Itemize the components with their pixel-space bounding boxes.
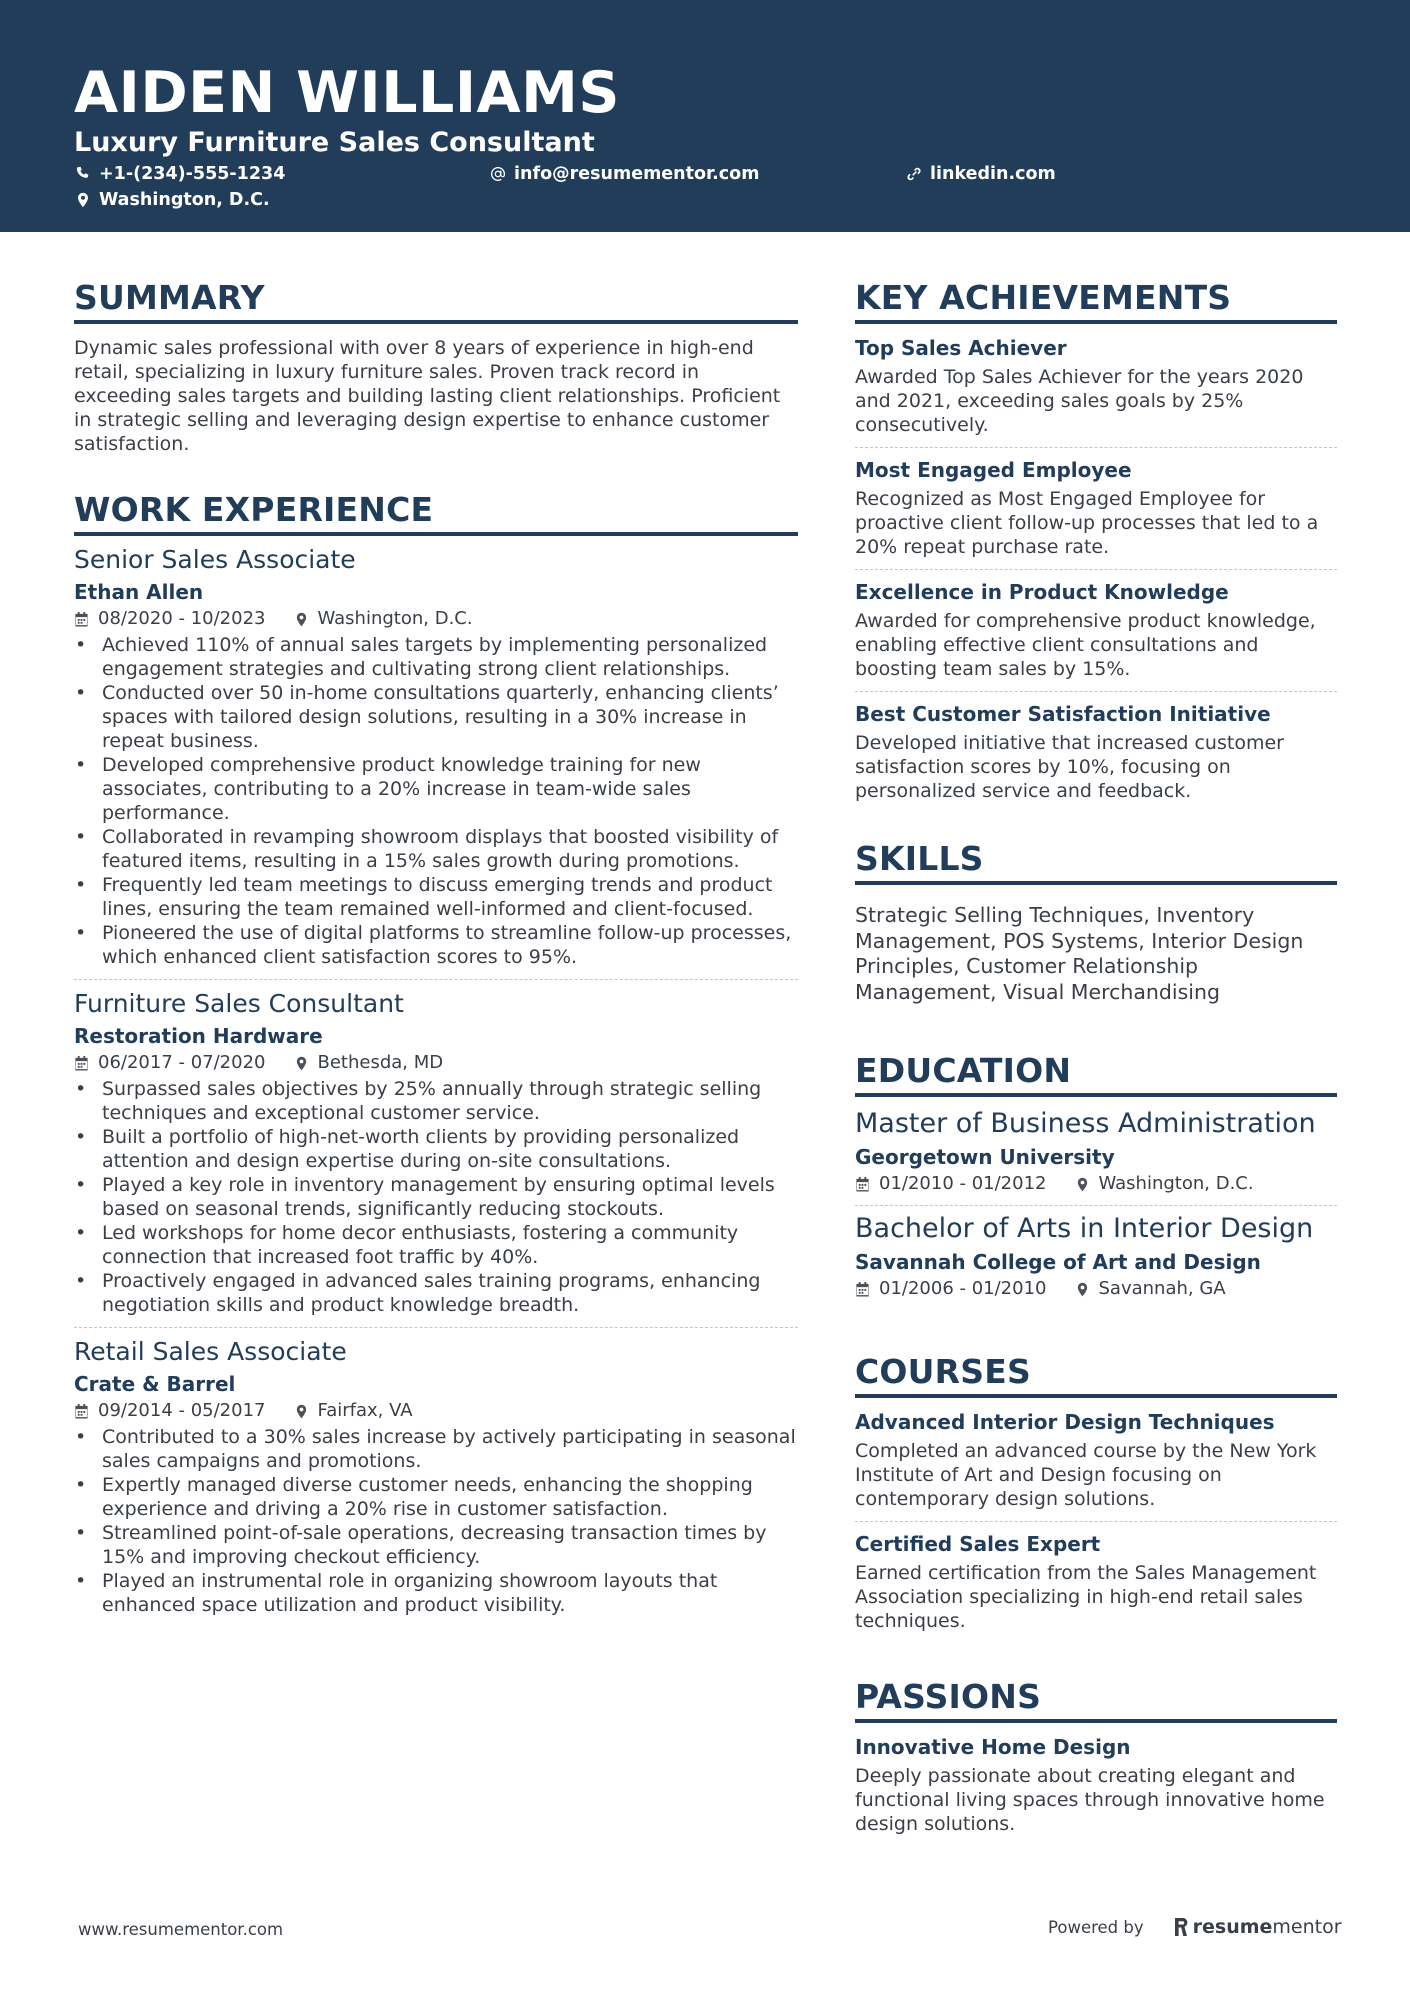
- achievement-desc: Developed initiative that increased customer satisfaction scores by 10%, focusing on personalized service and feedback.: [855, 732, 1284, 802]
- contact-linkedin: [906, 162, 1056, 186]
- key-achievements-heading: KEY ACHIEVEMENTS: [855, 278, 1337, 324]
- education-list: [855, 1101, 1337, 1310]
- passion-desc: Deeply passionate about creating elegant and functional living spaces through innovative home design solutions.: [855, 1765, 1325, 1835]
- phone-icon: [75, 166, 91, 182]
- candidate-name: AIDEN WILLIAMS: [74, 60, 620, 126]
- achievement-desc: Recognized as Most Engaged Employee for proactive client follow-up processes that led to a 20% repeat purchase rate.: [855, 488, 1319, 558]
- courses-list: [855, 1400, 1337, 1643]
- bullet-item: • Played a key role in inventory management by ensuring optimal levels based on seasonal trends, significantly reducing stockouts.: [74, 1173, 798, 1221]
- bullet-item: • Built a portfolio of high-net-worth clients by providing personalized attention and design expertise during on-site consultations.: [74, 1125, 798, 1173]
- school-name: Savannah College of Art and Design: [855, 1250, 1261, 1274]
- calendar-icon: [855, 1177, 870, 1192]
- calendar-icon: [855, 1282, 870, 1297]
- bullet-item: • Contributed to a 30% sales increase by actively participating in seasonal sales campaigns and promotions.: [74, 1425, 798, 1473]
- location-pin-icon: [294, 1056, 309, 1071]
- achievement-desc: Awarded for comprehensive product knowledge, enabling effective client consultations and boosting team sales by 15%.: [855, 610, 1316, 680]
- courses-heading: COURSES: [855, 1352, 1337, 1398]
- resumementor-logo-icon: [1174, 1917, 1188, 1937]
- school-name: Georgetown University: [855, 1145, 1115, 1169]
- education-dates: 01/2006 - 01/2010: [879, 1278, 1047, 1299]
- education-item: [855, 1101, 1337, 1205]
- footer-branding: [1048, 1916, 1342, 1938]
- course-title: Certified Sales Expert: [855, 1532, 1101, 1556]
- link-icon: [906, 166, 922, 182]
- work-experience-heading: WORK EXPERIENCE: [74, 490, 798, 536]
- education-meta: [855, 1276, 1337, 1302]
- bullet-item: • Achieved 110% of annual sales targets by implementing personalized engagement strategies and cultivating strong client relationships.: [74, 633, 798, 681]
- location-pin-icon: [1075, 1177, 1090, 1192]
- calendar-icon: [74, 1404, 89, 1419]
- job-location-text: Bethesda, MD: [317, 1052, 444, 1073]
- course-title: Advanced Interior Design Techniques: [855, 1410, 1275, 1434]
- passions-list: [855, 1725, 1337, 1846]
- brand-logo[interactable]: [1174, 1916, 1342, 1938]
- education-meta: [855, 1171, 1337, 1197]
- bullet-item: • Streamlined point-of-sale operations, decreasing transaction times by 15% and improving checkout efficiency.: [74, 1521, 798, 1569]
- left-column: [74, 278, 798, 1627]
- job-location-text: Fairfax, VA: [317, 1400, 413, 1421]
- contact-location: [75, 188, 270, 212]
- company-name: Restoration Hardware: [74, 1024, 323, 1048]
- summary-heading: SUMMARY: [74, 278, 798, 324]
- achievement-item: [855, 326, 1337, 447]
- location-pin-icon: [75, 192, 91, 208]
- location-pin-icon: [294, 1404, 309, 1419]
- job-title: Retail Sales Associate: [74, 1337, 347, 1366]
- bullet-item: • Collaborated in revamping showroom displays that boosted visibility of featured items, resulting in a 15% sales growth during promotions.: [74, 825, 798, 873]
- job-dates: 09/2014 - 05/2017: [98, 1400, 266, 1421]
- job-title: Senior Sales Associate: [74, 545, 356, 574]
- bullet-item: • Proactively engaged in advanced sales training programs, enhancing negotiation skills and product knowledge breadth.: [74, 1269, 798, 1317]
- education-item: [855, 1205, 1337, 1310]
- education-location-text: Washington, D.C.: [1098, 1173, 1254, 1194]
- job-location: [294, 1398, 413, 1424]
- achievement-item: [855, 447, 1337, 569]
- job-bullets: [74, 1425, 798, 1617]
- brand-part-2: mentor: [1272, 1916, 1342, 1938]
- phone-text: +1-(234)-555-1234: [99, 164, 286, 184]
- passions-heading: PASSIONS: [855, 1677, 1337, 1723]
- job-title: Furniture Sales Consultant: [74, 989, 404, 1018]
- footer-website[interactable]: www.resumementor.com: [78, 1920, 284, 1939]
- achievement-desc: Awarded Top Sales Achiever for the years 2020 and 2021, exceeding sales goals by 25% consecutively.: [855, 366, 1304, 436]
- company-name: Crate & Barrel: [74, 1372, 236, 1396]
- contact-phone: [75, 162, 285, 186]
- email-text[interactable]: info@resumementor.com: [514, 164, 760, 184]
- location-pin-icon: [294, 612, 309, 627]
- bullet-item: • Frequently led team meetings to discuss emerging trends and product lines, ensuring the team remained well-informed and client-focused.: [74, 873, 798, 921]
- course-item: [855, 1521, 1337, 1643]
- bullet-item: • Surpassed sales objectives by 25% annually through strategic selling techniques and exceptional customer service.: [74, 1077, 798, 1125]
- calendar-icon: [74, 1056, 89, 1071]
- education-location: [1075, 1171, 1254, 1197]
- education-heading: EDUCATION: [855, 1051, 1337, 1097]
- bullet-item: • Expertly managed diverse customer needs, enhancing the shopping experience and driving a 20% rise in customer satisfaction.: [74, 1473, 798, 1521]
- bullet-item: • Conducted over 50 in-home consultations quarterly, enhancing clients’ spaces with tailored design solutions, resulting in a 30% increase in repeat business.: [74, 681, 798, 753]
- job-location-text: Washington, D.C.: [317, 608, 473, 629]
- degree-name: Master of Business Administration: [855, 1108, 1316, 1139]
- achievement-title: Top Sales Achiever: [855, 336, 1067, 360]
- contact-email: [490, 162, 759, 186]
- job-location: [294, 1050, 444, 1076]
- linkedin-text[interactable]: linkedin.com: [930, 164, 1056, 184]
- education-location-text: Savannah, GA: [1098, 1278, 1226, 1299]
- achievement-title: Best Customer Satisfaction Initiative: [855, 702, 1271, 726]
- degree-name: Bachelor of Arts in Interior Design: [855, 1213, 1314, 1244]
- candidate-title: Luxury Furniture Sales Consultant: [74, 127, 595, 158]
- job-meta: [74, 1050, 798, 1076]
- powered-by-text: Powered by: [1048, 1917, 1144, 1937]
- location-pin-icon: [1075, 1282, 1090, 1297]
- education-location: [1075, 1276, 1226, 1302]
- job-bullets: [74, 633, 798, 969]
- location-text: Washington, D.C.: [99, 190, 270, 210]
- company-name: Ethan Allen: [74, 580, 204, 604]
- bullet-item: • Played an instrumental role in organizing showroom layouts that enhanced space utilization and product visibility.: [74, 1569, 798, 1617]
- summary-text: Dynamic sales professional with over 8 years of experience in high-end retail, specializing in luxury furniture sales. Proven track record in exceeding sales targets and building lasting client relationships. Proficient in strategic selling and leveraging design expertise to enhance customer satisfaction.: [74, 337, 781, 455]
- job-meta: [74, 606, 798, 632]
- achievements-list: [855, 326, 1337, 813]
- calendar-icon: [74, 612, 89, 627]
- course-desc: Completed an advanced course by the New York Institute of Art and Design focusing on contemporary design solutions.: [855, 1440, 1317, 1510]
- skills-heading: SKILLS: [855, 839, 1337, 885]
- job-entry: [74, 544, 798, 979]
- at-icon: [490, 166, 506, 182]
- job-dates: 06/2017 - 07/2020: [98, 1052, 266, 1073]
- skills-text: Strategic Selling Techniques, Inventory Management, POS Systems, Interior Design Principles, Customer Relationship Management, Visual Merchandising: [855, 903, 1304, 1004]
- job-location: [294, 606, 473, 632]
- brand-part-1: resume: [1192, 1916, 1273, 1938]
- course-desc: Earned certification from the Sales Management Association specializing in high-end retail sales techniques.: [855, 1562, 1317, 1632]
- job-entry: [74, 1327, 798, 1627]
- passion-title: Innovative Home Design: [855, 1735, 1131, 1759]
- right-column: [855, 278, 1337, 1846]
- passion-item: [855, 1725, 1337, 1846]
- job-bullets: [74, 1077, 798, 1317]
- job-meta: [74, 1398, 798, 1424]
- bullet-item: • Led workshops for home decor enthusiasts, fostering a community connection that increased foot traffic by 40%.: [74, 1221, 798, 1269]
- job-entry: [74, 979, 798, 1327]
- achievement-item: [855, 691, 1337, 813]
- achievement-item: [855, 569, 1337, 691]
- achievement-title: Excellence in Product Knowledge: [855, 580, 1229, 604]
- resume-header: [0, 0, 1410, 232]
- bullet-item: • Pioneered the use of digital platforms to streamline follow-up processes, which enhanced client satisfaction scores to 95%.: [74, 921, 798, 969]
- job-dates: 08/2020 - 10/2023: [98, 608, 266, 629]
- achievement-title: Most Engaged Employee: [855, 458, 1132, 482]
- education-dates: 01/2010 - 01/2012: [879, 1173, 1047, 1194]
- course-item: [855, 1400, 1337, 1521]
- bullet-item: • Developed comprehensive product knowledge training for new associates, contributing to a 20% increase in team-wide sales performance.: [74, 753, 798, 825]
